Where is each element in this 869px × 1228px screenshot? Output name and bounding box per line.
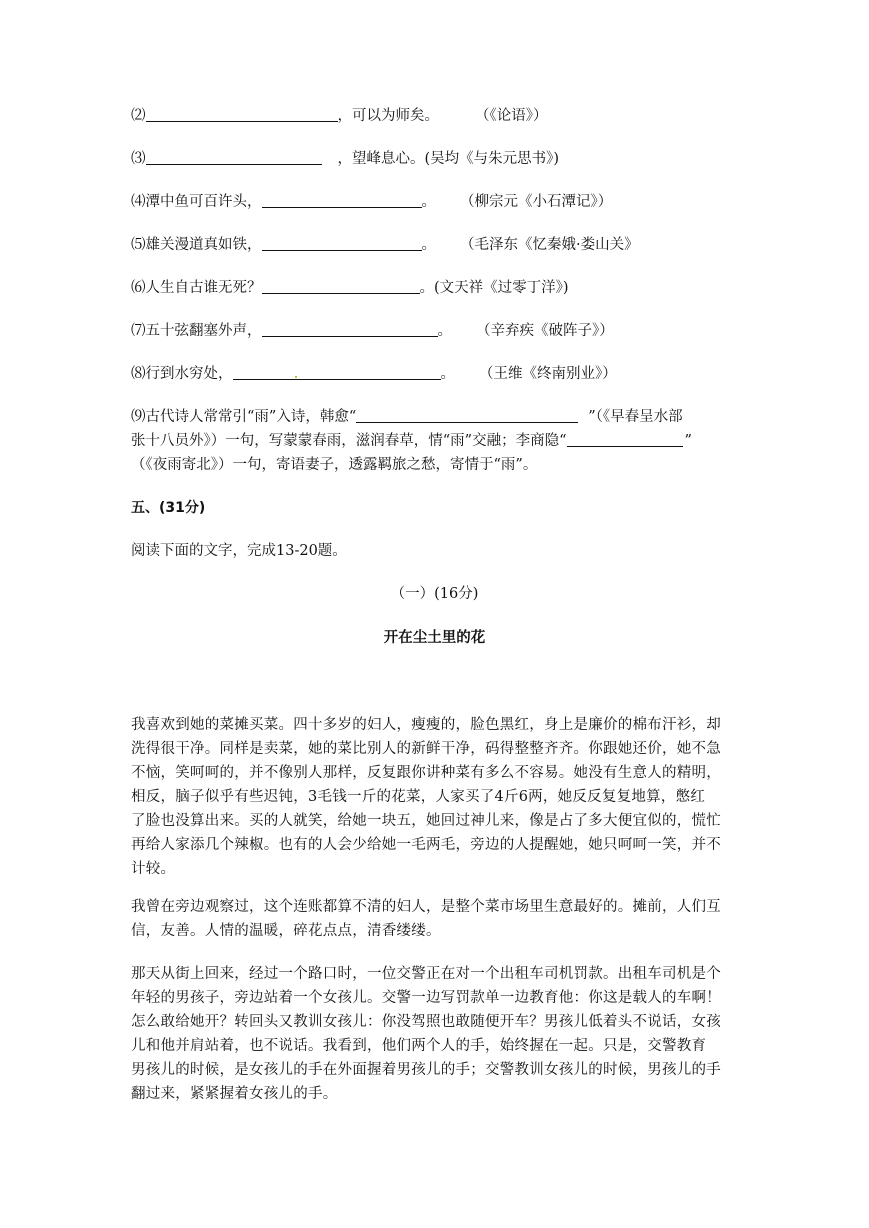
question-text: 潭中鱼可百许头， <box>145 194 262 210</box>
question-source: (文天祥《过零丁洋》) <box>434 280 569 296</box>
paragraph-line: 翻过来，紧紧握着女孩儿的手。 <box>131 1086 338 1102</box>
question-8 <box>131 364 617 384</box>
question-text: 。 <box>419 280 434 296</box>
question-text: 。 <box>440 366 455 382</box>
question-text: 张十八员外》）一句，写蒙蒙春雨，滋润春草，情“雨”交融；李商隐“ <box>131 433 567 449</box>
question-number: ⑷ <box>131 194 146 210</box>
paragraph-line: 计较。 <box>131 861 176 877</box>
paragraph-line: 信，友善。人情的温暖，碎花点点，清香缕缕。 <box>131 923 441 939</box>
question-text: 。 <box>437 323 452 339</box>
section-instruction: 阅读下面的文字，完成13-20题。 <box>131 543 347 559</box>
answer-blank[interactable] <box>262 322 438 337</box>
question-source: （《论语》） <box>475 108 548 124</box>
question-5 <box>131 235 639 255</box>
paragraph-line: 怎么敢给她开？转回头又教训女孩儿：你没驾照也敢随便开车？男孩儿低着头不说话，女孩 <box>131 1014 721 1030</box>
paragraph-line: 再给人家添几个辣椒。也有的人会少给她一毛两毛，旁边的人提醒她，她只呵呵一笑，并不 <box>131 837 721 853</box>
question-text: ”（《早春呈水部 <box>588 409 683 425</box>
paragraph-1 <box>131 713 739 881</box>
question-text: ，望峰息心。 <box>337 151 425 167</box>
article-title: 开在尘土里的花 <box>383 630 486 646</box>
answer-blank[interactable] <box>262 236 422 251</box>
question-number: ⑵ <box>131 108 146 124</box>
question-source: （辛弃疾《破阵子》） <box>476 323 614 339</box>
question-text: （《夜雨寄北》）一句，寄语妻子，透露羁旅之愁，寄情于“雨”。 <box>131 457 538 473</box>
question-7 <box>131 321 614 341</box>
question-source: （毛泽东《忆秦娥·娄山关》 <box>460 237 639 253</box>
question-4 <box>131 192 612 212</box>
paragraph-line: 我喜欢到她的菜摊买菜。四十多岁的妇人，瘦瘦的，脸色黑红，身上是廉价的棉布汗衫，却 <box>131 717 721 733</box>
question-number: ⑼ <box>131 409 146 425</box>
answer-blank[interactable] <box>262 193 422 208</box>
paragraph-line: 那天从街上回来，经过一个路口时，一位交警正在对一个出租车司机罚款。出租车司机是个 <box>131 966 721 982</box>
question-3 <box>131 149 559 169</box>
paragraph-line: 男孩儿的时候，是女孩儿的手在外面握着男孩儿的手；交警教训女孩儿的时候，男孩儿的手 <box>131 1062 721 1078</box>
question-6 <box>131 278 569 298</box>
question-number: ⑶ <box>131 151 146 167</box>
question-source: （王维《终南别业》） <box>479 366 617 382</box>
answer-blank[interactable] <box>146 107 338 122</box>
answer-blank[interactable] <box>567 432 683 447</box>
answer-blank[interactable] <box>356 408 578 423</box>
paragraph-line: 儿和他并肩站着，也不说话。我看到，他们两个人的手，始终握在一起。只是，交警教育 <box>131 1038 707 1054</box>
paragraph-line: 我曾在旁边观察过，这个连账都算不清的妇人，是整个菜市场里生意最好的。摊前，人们互 <box>131 899 721 915</box>
question-text: 雄关漫道真如铁， <box>145 237 262 253</box>
question-text: ” <box>684 433 692 449</box>
question-text: 五十弦翻塞外声， <box>145 323 262 339</box>
paragraph-line: 了脸也没算出来。买的人就笑，给她一块五，她回过神儿来，像是占了多大便宜似的，慌忙 <box>131 813 721 829</box>
question-text: ，可以为师矣。 <box>337 108 439 124</box>
question-number: ⑻ <box>131 366 146 382</box>
question-text: 。 <box>421 194 436 210</box>
paragraph-2 <box>131 895 739 943</box>
part-heading: （一）(16分) <box>390 586 479 602</box>
question-text: 人生自古谁无死？ <box>145 280 262 296</box>
question-9-line-2 <box>131 431 692 451</box>
paragraph-line: 洗得很干净。同样是卖菜，她的菜比别人的新鲜干净，码得整整齐齐。你跟她还价，她不急 <box>131 741 721 757</box>
paragraph-line: 不恼，笑呵呵的，并不像别人那样，反复跟你讲种菜有多么不容易。她没有生意人的精明， <box>131 765 721 781</box>
question-number: ⑹ <box>131 280 146 296</box>
question-text: 。 <box>421 237 436 253</box>
question-2 <box>131 106 548 126</box>
answer-blank[interactable] <box>146 150 322 165</box>
question-text: 古代诗人常常引“雨”入诗，韩愈“ <box>145 409 357 425</box>
question-source: （柳宗元《小石潭记》） <box>460 194 613 210</box>
paragraph-line: 年轻的男孩子，旁边站着一个女孩儿。交警一边写罚款单一边教育他：你这是载人的车啊！ <box>131 990 721 1006</box>
question-number: ⑺ <box>131 323 146 339</box>
section-title: 五、(31分) <box>131 500 206 516</box>
question-9-line-3 <box>131 455 537 475</box>
question-9-line-1 <box>131 407 683 427</box>
answer-blank[interactable] <box>233 365 441 380</box>
answer-blank[interactable] <box>262 279 420 294</box>
paragraph-3 <box>131 962 739 1106</box>
question-number: ⑸ <box>131 237 146 253</box>
question-source: (吴均《与朱元思书》) <box>424 151 560 167</box>
question-text: 行到水穷处， <box>145 366 233 382</box>
paragraph-line: 相反，脑子似乎有些迟钝，3毛钱一斤的花菜，人家买了4斤6两，她反反复复地算，憋红 <box>131 789 706 805</box>
